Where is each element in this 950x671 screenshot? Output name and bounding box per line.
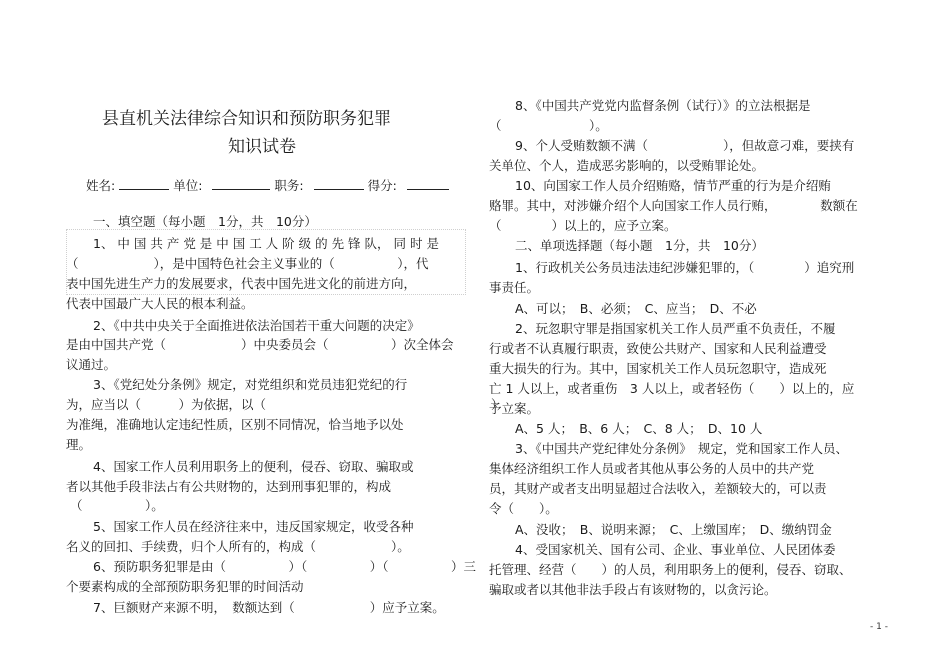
text-line: 3、《党纪处分条例》规定，对党组织和党员违犯党纪的行 bbox=[93, 377, 408, 392]
text-line: 赂罪。其中，对涉嫌介绍个人向国家工作人员行贿， 数额在 bbox=[489, 198, 858, 213]
text-line: 表中国先进生产力的发展要求，代表中国先进文化的前进方向， bbox=[66, 276, 417, 291]
text-line: （ ）以上的，应予立案。 bbox=[489, 218, 677, 233]
text-line: 8、《中国共产党党内监督条例（试行）》的立法根据是 bbox=[515, 98, 811, 113]
text-line: 骗取或者以其他非法手段占有该财物的，以贪污论。 bbox=[489, 582, 777, 597]
text-line: 4、受国家机关、国有公司、企业、事业单位、人民团体委 bbox=[515, 542, 836, 557]
text-line: 为准绳，准确地认定违纪性质，区别不同情况，恰当地予以处 bbox=[66, 417, 404, 432]
text-line: 行或者不认真履行职责，致使公共财产、国家和人民利益遭受 bbox=[489, 341, 827, 356]
name-blank[interactable] bbox=[119, 177, 169, 190]
text-line: 代表中国最广大人民的根本利益。 bbox=[66, 296, 254, 311]
section-heading-fill-in: 一、填空题（每小题 1分，共 10分） bbox=[93, 214, 317, 229]
text-line: 理。 bbox=[66, 437, 92, 452]
text-line: 6、预防职务犯罪是由（ ）（ ）（ ）三 bbox=[93, 559, 476, 574]
exam-title-line1: 县直机关法律综合知识和预防职务犯罪 bbox=[102, 109, 391, 129]
options-line: A、5 人； B、6 人； C、8 人； D、10 人 bbox=[515, 421, 763, 436]
text-line: 5、国家工作人员在经济往来中，违反国家规定，收受各种 bbox=[93, 519, 414, 534]
position-label: 职务: bbox=[274, 178, 304, 193]
text-line: 为，应当以（ ）为依据，以（ ） bbox=[66, 397, 504, 412]
options-line: A、没收； B、说明来源； C、上缴国库； D、缴纳罚金 bbox=[515, 522, 832, 537]
text-line: （ ），是中国特色社会主义事业的（ ），代 bbox=[66, 256, 429, 271]
position-blank[interactable] bbox=[314, 177, 364, 190]
text-line: 议通过。 bbox=[66, 357, 117, 372]
header-fields bbox=[86, 176, 449, 194]
text-line: 名义的回扣、手续费，归个人所有的，构成（ ）。 bbox=[66, 539, 410, 554]
text-line: （ ）。 bbox=[489, 118, 608, 133]
text-line: 事责任。 bbox=[489, 280, 540, 295]
text-line: 亡 1 人以上，或者重伤 3 人以上，或者轻伤（ ）以上的，应 bbox=[489, 381, 855, 396]
text-line: 9、个人受贿数额不满（ ），但故意刁难，要挟有 bbox=[515, 138, 855, 153]
text-line: 托管理、经营（ ）的人员，利用职务上的便利，侵吞、窃取、 bbox=[489, 562, 852, 577]
text-line: 员，其财产或者支出明显超过合法收入，差额较大的，可以责 bbox=[489, 481, 827, 496]
text-line: 集体经济组织工作人员或者其他从事公务的人员中的共产党 bbox=[489, 461, 815, 476]
text-line: 2、《中共中央关于全面推进依法治国若干重大问题的决定》 bbox=[93, 318, 420, 333]
text-line: 个要素构成的全部预防职务犯罪的时间活动 bbox=[66, 579, 304, 594]
unit-label: 单位: bbox=[173, 178, 203, 193]
text-line: 者以其他手段非法占有公共财物的，达到刑事犯罪的，构成 bbox=[66, 479, 392, 494]
options-line: A、可以； B、必须； C、应当； D、不必 bbox=[515, 301, 757, 316]
text-line: 3、《中国共产党纪律处分条例》 规定，党和国家工作人员、 bbox=[515, 441, 848, 456]
score-label: 得分: bbox=[367, 178, 397, 193]
text-line: 1、 中 国 共 产 党 是 中 国 工 人 阶 级 的 先 锋 队， 同 时 是 bbox=[93, 236, 439, 251]
text-line: 1、行政机关公务员违法违纪涉嫌犯罪的，（ ）追究刑 bbox=[515, 260, 855, 275]
score-blank[interactable] bbox=[407, 177, 449, 190]
text-line: 是由中国共产党（ ）中央委员会（ ）次全体会 bbox=[66, 337, 454, 352]
text-line: 4、国家工作人员利用职务上的便利，侵吞、窃取、骗取或 bbox=[93, 459, 414, 474]
section-heading-single-choice: 二、单项选择题（每小题 1分，共 10分） bbox=[515, 238, 764, 253]
text-line: 重大损失的行为。其中，国家机关工作人员玩忽职守，造成死 bbox=[489, 361, 827, 376]
exam-title-line2: 知识试卷 bbox=[228, 137, 296, 157]
page-number: - 1 - bbox=[870, 622, 888, 632]
text-line: （ ）。 bbox=[70, 498, 164, 513]
text-line: 关单位、个人，造成恶劣影响的，以受贿罪论处。 bbox=[489, 158, 765, 173]
text-line: 10、向国家工作人员介绍贿赂，情节严重的行为是介绍贿 bbox=[515, 178, 831, 193]
text-line: 令（ ）。 bbox=[489, 501, 558, 516]
text-line: 予立案。 bbox=[489, 401, 540, 416]
name-label: 姓名: bbox=[86, 178, 116, 193]
text-line: 7、巨额财产来源不明， 数额达到（ ）应予立案。 bbox=[93, 600, 445, 615]
unit-blank[interactable] bbox=[212, 177, 270, 190]
text-line: 2、玩忽职守罪是指国家机关工作人员严重不负责任，不履 bbox=[515, 321, 836, 336]
